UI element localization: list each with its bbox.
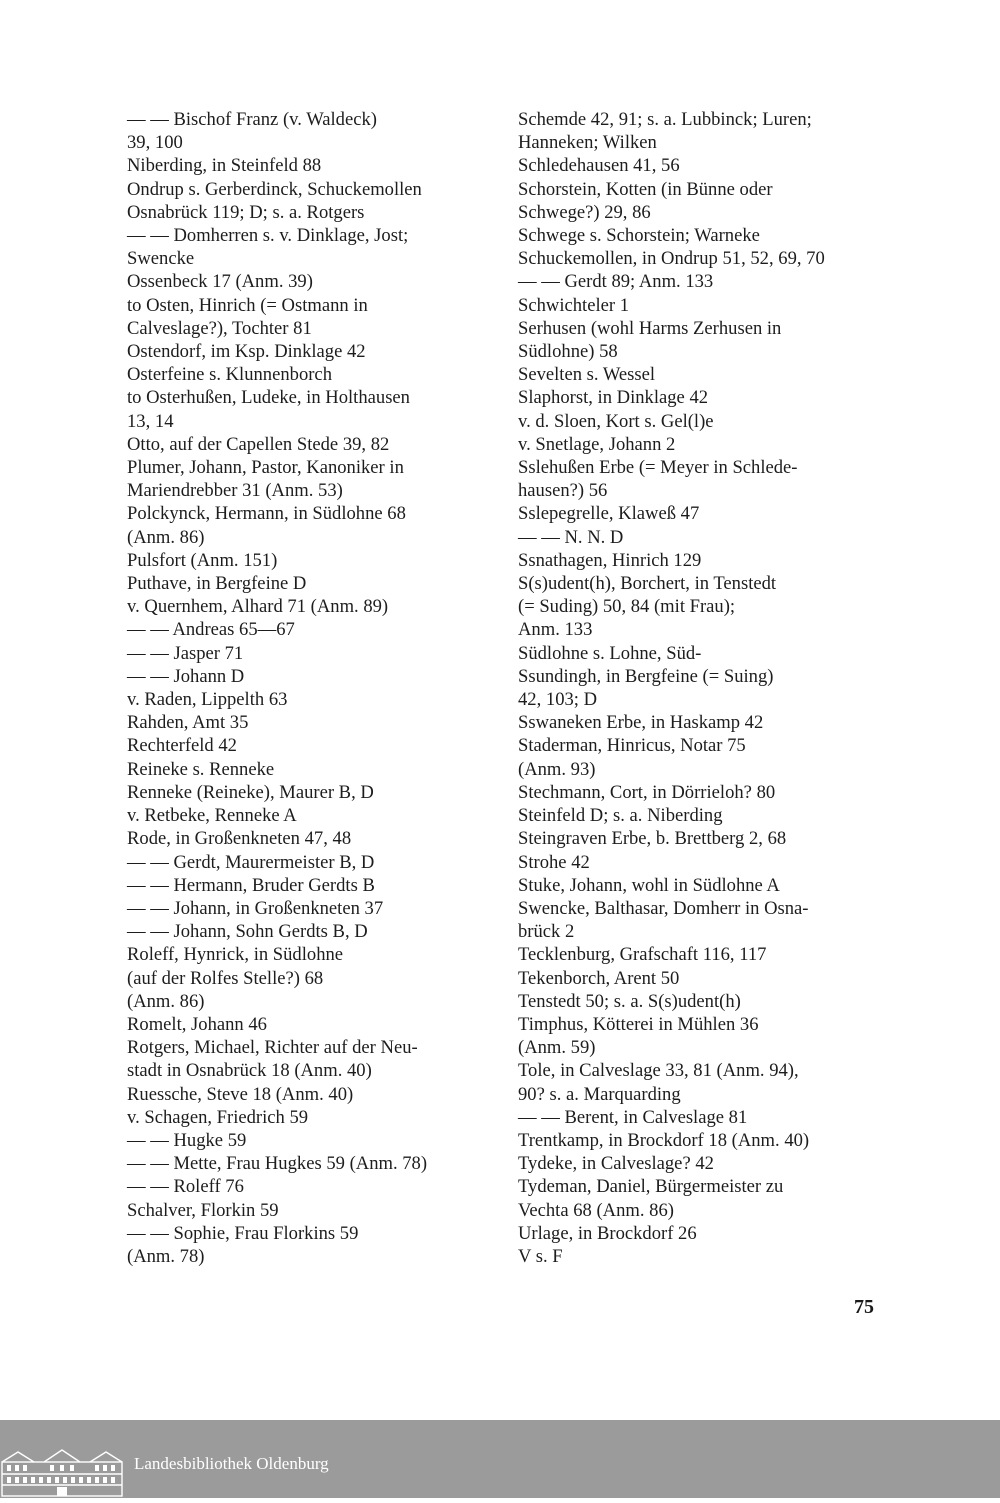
index-entry-continuation: Mariendrebber 31 (Anm. 53) <box>127 480 343 502</box>
index-entry-continuation: (Anm. 59) <box>518 1037 596 1059</box>
index-entry-text: Ostendorf, im Ksp. Dinklage 42 <box>127 341 366 363</box>
index-entry-continuation: Vechta 68 (Anm. 86) <box>518 1199 674 1221</box>
index-entry-text: Schwege s. Schorstein; Warneke <box>518 225 760 247</box>
index-entry <box>127 549 497 572</box>
index-entry <box>518 1129 888 1152</box>
index-entry <box>518 572 888 642</box>
index-entry-text: — — Sophie, Frau Florkins 59 <box>127 1222 359 1244</box>
index-entry-continuation: brück 2 <box>518 921 575 943</box>
index-entry <box>127 1083 497 1106</box>
index-entry-text: Slaphorst, in Dinklage 42 <box>518 387 709 409</box>
index-entry-text: Timphus, Kötterei in Mühlen 36 <box>518 1013 759 1035</box>
index-entry <box>518 1222 888 1245</box>
index-entry <box>518 804 888 827</box>
index-entry-text: Tenstedt 50; s. a. S(s)udent(h) <box>518 990 741 1012</box>
index-entry <box>518 1059 888 1105</box>
index-entry-text: V s. F <box>518 1245 563 1267</box>
index-entry <box>518 967 888 990</box>
index-entry <box>518 827 888 850</box>
index-entry-text: — — Johann, in Großenkneten 37 <box>127 897 384 919</box>
index-entry-text: Trentkamp, in Brockdorf 18 (Anm. 40) <box>518 1129 810 1151</box>
index-entry-text: Tydeman, Daniel, Bürgermeister zu <box>518 1176 784 1198</box>
index-entry-text: v. Quernhem, Alhard 71 (Anm. 89) <box>127 596 389 618</box>
index-entry-text: Rotgers, Michael, Richter auf der Neu- <box>127 1037 418 1059</box>
index-entry <box>127 781 497 804</box>
index-entry-text: Puthave, in Bergfeine D <box>127 573 307 595</box>
index-entry <box>127 1036 497 1082</box>
index-entry <box>518 943 888 966</box>
index-entry-text: Tole, in Calveslage 33, 81 (Anm. 94), <box>518 1060 799 1082</box>
index-entry-continuation: Anm. 133 <box>518 619 593 641</box>
index-entry <box>127 224 497 270</box>
index-entry <box>518 410 888 433</box>
index-entry-continuation: (auf der Rolfes Stelle?) 68 <box>127 967 324 989</box>
index-entry <box>518 317 888 363</box>
index-entry-text: — — Jasper 71 <box>127 642 244 664</box>
index-entry-continuation: stadt in Osnabrück 18 (Anm. 40) <box>127 1060 372 1082</box>
index-entry-text: — — Johann, Sohn Gerdts B, D <box>127 921 368 943</box>
index-entry <box>518 781 888 804</box>
index-entry-text: Tydeke, in Calveslage? 42 <box>518 1153 714 1175</box>
index-entry-text: Südlohne s. Lohne, Süd- <box>518 642 702 664</box>
index-entry-text: — — Roleff 76 <box>127 1176 244 1198</box>
index-entry-text: v. d. Sloen, Kort s. Gel(l)e <box>518 410 714 432</box>
index-entry-text: — — Gerdt 89; Anm. 133 <box>518 271 714 293</box>
index-entry-text: Schalver, Florkin 59 <box>127 1199 279 1221</box>
index-entry-continuation: 42, 103; D <box>518 689 598 711</box>
index-entry <box>127 595 497 618</box>
index-entry-text: — — Johann D <box>127 665 245 687</box>
index-entry <box>518 224 888 247</box>
index-entry <box>127 758 497 781</box>
index-entry-text: Niberding, in Steinfeld 88 <box>127 155 322 177</box>
index-entry <box>518 294 888 317</box>
index-entry-continuation: 13, 14 <box>127 410 174 432</box>
index-entry-text: Renneke (Reineke), Maurer B, D <box>127 781 374 803</box>
index-entry-continuation: Swencke <box>127 248 195 270</box>
index-entry <box>127 154 497 177</box>
index-entry-text: Reineke s. Renneke <box>127 758 275 780</box>
index-entry <box>518 665 888 711</box>
index-entry-text: S(s)udent(h), Borchert, in Tenstedt <box>518 573 777 595</box>
index-entry-text: Romelt, Johann 46 <box>127 1013 267 1035</box>
index-entry <box>518 549 888 572</box>
index-entry-continuation: Calveslage?), Tochter 81 <box>127 317 312 339</box>
index-entry-text: Polckynck, Hermann, in Südlohne 68 <box>127 503 406 525</box>
index-entry-text: Ssnathagen, Hinrich 129 <box>518 549 702 571</box>
index-entry-text: Plumer, Johann, Pastor, Kanoniker in <box>127 457 404 479</box>
index-entry <box>127 433 497 456</box>
index-entry-text: Sevelten s. Wessel <box>518 364 656 386</box>
index-entry-text: Strohe 42 <box>518 851 590 873</box>
index-entry-text: v. Snetlage, Johann 2 <box>518 433 676 455</box>
index-entry-text: Rahden, Amt 35 <box>127 712 249 734</box>
index-entry-continuation: Hanneken; Wilken <box>518 132 657 154</box>
index-entry-text: — — Berent, in Calveslage 81 <box>518 1106 748 1128</box>
index-entry <box>127 920 497 943</box>
index-entry-continuation: (= Suding) 50, 84 (mit Frau); <box>518 596 736 618</box>
index-entry-text: Staderman, Hinricus, Notar 75 <box>518 735 746 757</box>
index-entry-text: Steingraven Erbe, b. Brettberg 2, 68 <box>518 828 787 850</box>
index-entry-continuation: 39, 100 <box>127 132 183 154</box>
index-entry <box>127 363 497 386</box>
index-entry-text: Roleff, Hynrick, in Südlohne <box>127 944 344 966</box>
index-entry-text: Schuckemollen, in Ondrup 51, 52, 69, 70 <box>518 248 825 270</box>
index-entry-text: Sswaneken Erbe, in Haskamp 42 <box>518 712 764 734</box>
index-entry <box>127 897 497 920</box>
index-entry-continuation: (Anm. 86) <box>127 990 205 1012</box>
index-entry-text: Ssundingh, in Bergfeine (= Suing) <box>518 665 774 687</box>
index-entry-continuation: Schwege?) 29, 86 <box>518 201 651 223</box>
index-entry <box>127 874 497 897</box>
index-entry <box>518 1152 888 1175</box>
index-entry <box>127 618 497 641</box>
index-entry-text: Sslepegrelle, Klaweß 47 <box>518 503 700 525</box>
index-entry-text: Tekenborch, Arent 50 <box>518 967 680 989</box>
index-entry <box>127 1129 497 1152</box>
index-entry <box>127 711 497 734</box>
index-entry <box>518 433 888 456</box>
index-entry-text: Swencke, Balthasar, Domherr in Osna- <box>518 897 809 919</box>
index-entry-text: — — Bischof Franz (v. Waldeck) <box>127 109 377 130</box>
index-entry <box>518 990 888 1013</box>
index-entry-continuation: (Anm. 93) <box>518 758 596 780</box>
index-entry-text: Rechterfeld 42 <box>127 735 237 757</box>
index-entry-text: Schemde 42, 91; s. a. Lubbinck; Luren; <box>518 109 812 130</box>
index-entry <box>518 874 888 897</box>
index-entry-text: Otto, auf der Capellen Stede 39, 82 <box>127 433 390 455</box>
footer-banner <box>0 1420 1000 1498</box>
index-entry-continuation: Südlohne) 58 <box>518 341 618 363</box>
index-entry-text: — — Gerdt, Maurermeister B, D <box>127 851 375 873</box>
index-entry <box>127 1222 497 1268</box>
index-entry <box>127 456 497 502</box>
index-entry-text: — — Andreas 65—67 <box>127 619 295 641</box>
index-entry-text: v. Raden, Lippelth 63 <box>127 689 288 711</box>
index-entry-text: Tecklenburg, Grafschaft 116, 117 <box>518 944 767 966</box>
index-entry <box>518 1013 888 1059</box>
page-number: 75 <box>854 1296 874 1318</box>
index-entry <box>518 897 888 943</box>
index-entry <box>127 827 497 850</box>
index-entry-text: Schwichteler 1 <box>518 294 630 316</box>
index-entry <box>127 1106 497 1129</box>
index-entry <box>127 734 497 757</box>
index-column-left <box>127 108 497 1268</box>
index-entry-text: Stuke, Johann, wohl in Südlohne A <box>518 874 780 896</box>
index-entry-text: Osterfeine s. Klunnenborch <box>127 364 332 386</box>
index-entry-continuation: hausen?) 56 <box>518 480 608 502</box>
index-entry <box>518 734 888 780</box>
index-entry <box>518 526 888 549</box>
index-entry <box>127 108 497 154</box>
index-entry <box>518 711 888 734</box>
index-entry-text: Schorstein, Kotten (in Bünne oder <box>518 178 773 200</box>
index-entry <box>518 386 888 409</box>
index-entry-text: Urlage, in Brockdorf 26 <box>518 1222 697 1244</box>
index-entry <box>518 851 888 874</box>
index-entry <box>127 1175 497 1198</box>
index-entry <box>127 851 497 874</box>
index-entry-text: Ossenbeck 17 (Anm. 39) <box>127 271 313 293</box>
index-entry <box>127 502 497 548</box>
index-entry <box>518 108 888 154</box>
index-entry-text: Stechmann, Cort, in Dörrieloh? 80 <box>518 781 776 803</box>
index-entry-text: — — Hermann, Bruder Gerdts B <box>127 874 375 896</box>
index-entry-continuation: 90? s. a. Marquarding <box>518 1083 681 1105</box>
index-entry <box>127 1199 497 1222</box>
index-entry <box>127 1152 497 1175</box>
index-entry-continuation: (Anm. 78) <box>127 1245 205 1267</box>
index-entry <box>127 1013 497 1036</box>
index-entry <box>127 572 497 595</box>
index-entry <box>518 1106 888 1129</box>
index-entry <box>127 688 497 711</box>
index-entry <box>518 1245 888 1268</box>
index-entry-text: Serhusen (wohl Harms Zerhusen in <box>518 317 782 339</box>
index-entry-text: — — Domherren s. v. Dinklage, Jost; <box>127 225 409 247</box>
index-entry <box>518 502 888 525</box>
index-entry-text: — — N. N. D <box>518 526 624 548</box>
index-entry <box>127 386 497 432</box>
index-entry <box>518 154 888 177</box>
index-entry <box>127 270 497 293</box>
index-entry-text: — — Mette, Frau Hugkes 59 (Anm. 78) <box>127 1153 428 1175</box>
index-entry <box>518 247 888 270</box>
index-entry <box>518 456 888 502</box>
index-entry-continuation: (Anm. 86) <box>127 526 205 548</box>
index-entry <box>518 178 888 224</box>
library-building-icon <box>0 1448 124 1498</box>
index-entry-text: to Osten, Hinrich (= Ostmann in <box>127 294 368 316</box>
index-entry-text: Rode, in Großenkneten 47, 48 <box>127 828 352 850</box>
index-entry-text: Ondrup s. Gerberdinck, Schuckemollen <box>127 178 422 200</box>
index-entry <box>127 804 497 827</box>
index-entry <box>127 201 497 224</box>
index-entry <box>127 178 497 201</box>
index-entry-text: to Osterhußen, Ludeke, in Holthausen <box>127 387 410 409</box>
index-entry <box>518 1175 888 1221</box>
index-entry-text: Ruessche, Steve 18 (Anm. 40) <box>127 1083 354 1105</box>
index-entry <box>127 642 497 665</box>
index-column-right <box>518 108 888 1268</box>
index-entry-text: Osnabrück 119; D; s. a. Rotgers <box>127 201 365 223</box>
index-entry <box>518 363 888 386</box>
index-entry-text: Sslehußen Erbe (= Meyer in Schlede- <box>518 457 798 479</box>
index-entry <box>127 294 497 340</box>
index-entry-text: Pulsfort (Anm. 151) <box>127 549 278 571</box>
index-entry <box>518 270 888 293</box>
index-entry-text: Schledehausen 41, 56 <box>518 155 680 177</box>
index-entry <box>518 642 888 665</box>
index-entry <box>127 943 497 1013</box>
index-entry-text: v. Retbeke, Renneke A <box>127 805 297 827</box>
index-entry <box>127 340 497 363</box>
index-entry-text: — — Hugke 59 <box>127 1129 247 1151</box>
footer-institution-name: Landesbibliothek Oldenburg <box>134 1454 329 1473</box>
index-entry-text: v. Schagen, Friedrich 59 <box>127 1106 309 1128</box>
index-entry-text: Steinfeld D; s. a. Niberding <box>518 805 723 827</box>
index-entry <box>127 665 497 688</box>
